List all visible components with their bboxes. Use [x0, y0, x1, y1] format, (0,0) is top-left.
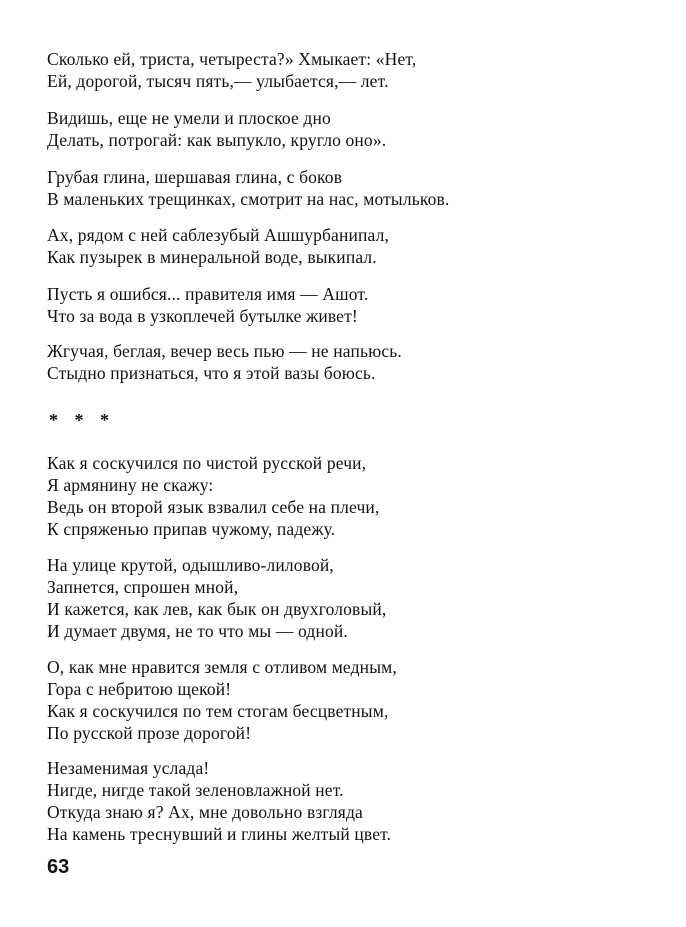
poem-line: Что за вода в узкоплечей бутылке живет! [47, 306, 358, 326]
poem-line: Незаменимая услада! [47, 758, 210, 778]
stanza [47, 166, 666, 210]
stanza [47, 48, 666, 92]
poem-line: На улице крутой, одышливо-лиловой, [47, 555, 334, 575]
poem-line: Я армянину не скажу: [47, 475, 214, 495]
poem-line: По русской прозе дорогой! [47, 723, 252, 743]
section-separator: * * * [49, 410, 115, 430]
poem-line: Ей, дорогой, тысяч пять,— улыбается,— лет. [47, 71, 389, 91]
poem-line: Сколько ей, триста, четыреста?» Хмыкает: «Нет, [47, 49, 417, 69]
stanza [47, 452, 666, 540]
poem-line: На камень треснувший и глины желтый цвет. [47, 824, 392, 844]
poem-line: Как я соскучился по тем стогам бесцветным, [47, 701, 389, 721]
poem-line: Пусть я ошибся... правителя имя — Ашот. [47, 284, 369, 304]
poem-line: Как я соскучился по чистой русской речи, [47, 453, 367, 473]
poem-line: О, как мне нравится земля с отливом медным, [47, 657, 397, 677]
poem-line: Ведь он второй язык взвалил себе на плечи, [47, 497, 380, 517]
poem-line: Стыдно признаться, что я этой вазы боюсь. [47, 363, 376, 383]
stanza [47, 107, 666, 151]
poem-line: Видишь, еще не умели и плоское дно [47, 108, 331, 128]
stanza [47, 283, 666, 327]
poem-line: Откуда знаю я? Ах, мне довольно взгляда [47, 802, 363, 822]
poem-line: К спряженью припав чужому, падежу. [47, 519, 336, 539]
stanza [47, 656, 666, 744]
poem-line: Запнется, спрошен мной, [47, 577, 239, 597]
poem-line: И кажется, как лев, как бык он двухголовый, [47, 599, 387, 619]
stanza [47, 554, 666, 642]
stanza [47, 757, 666, 845]
poem-line: Как пузырек в минеральной воде, выкипал. [47, 247, 377, 267]
poem-line: Ах, рядом с ней саблезубый Ашшурбанипал, [47, 225, 390, 245]
poem-line: И думает двумя, не то что мы — одной. [47, 621, 348, 641]
poem-line: Нигде, нигде такой зеленовлажной нет. [47, 780, 344, 800]
poem-line: Гора с небритою щекой! [47, 679, 232, 699]
poem-line: Жгучая, беглая, вечер весь пью — не напьюсь. [47, 341, 402, 361]
poem-line: Грубая глина, шершавая глина, с боков [47, 167, 343, 187]
page-number: 63 [47, 856, 70, 878]
poem-line: В маленьких трещинках, смотрит на нас, мотыльков. [47, 189, 450, 209]
poem-line: Делать, потрогай: как выпукло, кругло оно». [47, 130, 387, 150]
stanza [47, 224, 666, 268]
stanza [47, 340, 666, 384]
